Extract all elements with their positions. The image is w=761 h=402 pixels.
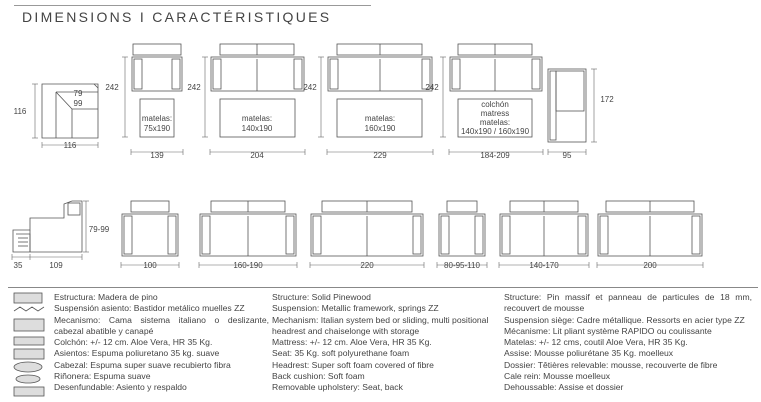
spec-line: Suspensión asiento: Bastidor metálico muelles ZZ xyxy=(54,303,245,314)
spec-french xyxy=(504,292,752,393)
spec-line: Asientos: Espuma poliuretano 35 kg. suave xyxy=(54,348,220,359)
mattress-icon xyxy=(14,337,44,345)
dim-height: 242 xyxy=(187,83,201,92)
page-title: DIMENSIONS I CARACTÉRISTIQUES xyxy=(22,9,332,25)
dim-width: 220 xyxy=(360,261,374,270)
dim-inner: 79 xyxy=(73,89,83,98)
spec-spanish xyxy=(54,292,269,393)
dim-height: 172 xyxy=(600,95,614,104)
spec-line: Headrest: Super soft foam covered of fibre xyxy=(272,359,434,370)
spec-line: Riñonera: Espuma suave xyxy=(54,370,151,381)
structure-icon xyxy=(14,293,42,303)
mattress-label: colchón xyxy=(481,100,509,109)
side-view-drawing xyxy=(548,69,586,142)
spec-line: Mecanismo: Cama sistema italiano o deslizante, cabezal abatible y canapé xyxy=(54,314,269,336)
sofa-220-drawing xyxy=(311,201,423,256)
seat-80-110-drawing xyxy=(439,201,485,256)
dim-height: 242 xyxy=(303,83,317,92)
dim-height: 242 xyxy=(105,83,119,92)
spec-line: Colchón: +/- 12 cm. Aloe Vera, HR 35 Kg. xyxy=(54,337,213,347)
spec-line: Matelas: +/- 12 cms, coutil Aloe Vera, HR 35 Kg. xyxy=(504,337,688,347)
seat-icon xyxy=(14,349,44,359)
dim-width: 80-95-110 xyxy=(444,261,480,270)
dim-height: 79-99 xyxy=(88,225,110,234)
dim-width: 139 xyxy=(150,151,164,160)
headrest-icon xyxy=(14,362,42,372)
spec-line: Structure: Solid Pinewood xyxy=(272,292,371,302)
spec-line: Mechanism: Italian system bed or sliding, multi positional xyxy=(272,314,489,325)
dim-width: 204 xyxy=(250,151,264,160)
sofa-140-170-drawing xyxy=(500,201,588,256)
mattress-label: 140x190 xyxy=(241,124,273,133)
removable-cover-icon xyxy=(14,387,44,396)
spec-line: Estructura: Madera de pino xyxy=(54,292,158,302)
sofa-200-drawing xyxy=(598,201,702,256)
spec-line: Mécanisme: Lit pliant système RAPIDO ou coulissante xyxy=(504,325,712,336)
spec-line: Dossier: Têtières relevable: mousse, recouverte de fibre xyxy=(504,359,718,370)
cushion-icon xyxy=(16,375,40,383)
sofa-160-190-drawing xyxy=(200,201,296,256)
mattress-label: matelas: xyxy=(241,114,273,123)
mattress-label: 75x190 xyxy=(143,124,171,133)
profile-drawing xyxy=(13,201,82,252)
spec-line: Desenfundable: Asiento y respaldo xyxy=(54,382,187,392)
spec-line: Seat: 35 Kg. soft polyurethane foam xyxy=(272,348,410,359)
dim-inner: 99 xyxy=(73,99,83,108)
dim-width: 229 xyxy=(373,151,387,160)
spec-line: Mattress: +/- 12 cm. Aloe Vera, HR 35 Kg. xyxy=(272,337,432,347)
spec-english xyxy=(272,292,507,393)
specifications xyxy=(8,287,758,400)
seat-100-drawing xyxy=(122,201,178,256)
spec-line: Back cushion: Soft foam xyxy=(272,370,365,381)
dim-width: 200 xyxy=(643,261,657,270)
spec-line: Structure: Pin massif et panneau de particules de 18 mm, recouvert de mousse xyxy=(504,292,752,314)
spec-line: Suspension siège: Cadre métallique. Ressorts en acier type ZZ xyxy=(504,314,745,325)
spec-line: Cabezal: Espuma super suave recubierto fibra xyxy=(54,359,231,370)
dim-height: 242 xyxy=(425,83,439,92)
suspension-icon xyxy=(14,307,44,311)
spec-line: Dehoussable: Assise et dossier xyxy=(504,382,624,392)
dim-width: 184-209 xyxy=(480,151,510,160)
dim-width: 35 xyxy=(13,261,23,270)
dim-width: 100 xyxy=(143,261,157,270)
dim-width: 95 xyxy=(562,151,572,160)
dim-width: 109 xyxy=(49,261,63,270)
mattress-label: matelas: xyxy=(479,118,511,127)
dim-width: 116 xyxy=(63,141,77,150)
spec-line: Removable upholstery: Seat, back xyxy=(272,382,403,392)
spec-icons xyxy=(10,291,50,399)
spec-line: Cale rein: Mousse moelleux xyxy=(504,370,611,381)
dim-height: 116 xyxy=(13,107,27,116)
mattress-label: matelas: xyxy=(364,114,396,123)
spec-line: Suspension: Metallic framework, springs ZZ xyxy=(272,303,439,314)
mattress-label: matress xyxy=(480,109,510,118)
dim-width: 140-170 xyxy=(529,261,559,270)
mattress-label: 140x190 / 160x190 xyxy=(460,127,530,136)
mattress-label: 160x190 xyxy=(364,124,396,133)
dim-width: 160-190 xyxy=(233,261,263,270)
spec-line: Assise: Mousse poliurétane 35 Kg. moelleux xyxy=(504,348,674,359)
mattress-label: matelas: xyxy=(141,114,173,123)
spec-line: headrest and chaiselonge with storage xyxy=(272,325,420,336)
mechanism-icon xyxy=(14,319,44,331)
chaise-module-drawing xyxy=(42,84,98,138)
